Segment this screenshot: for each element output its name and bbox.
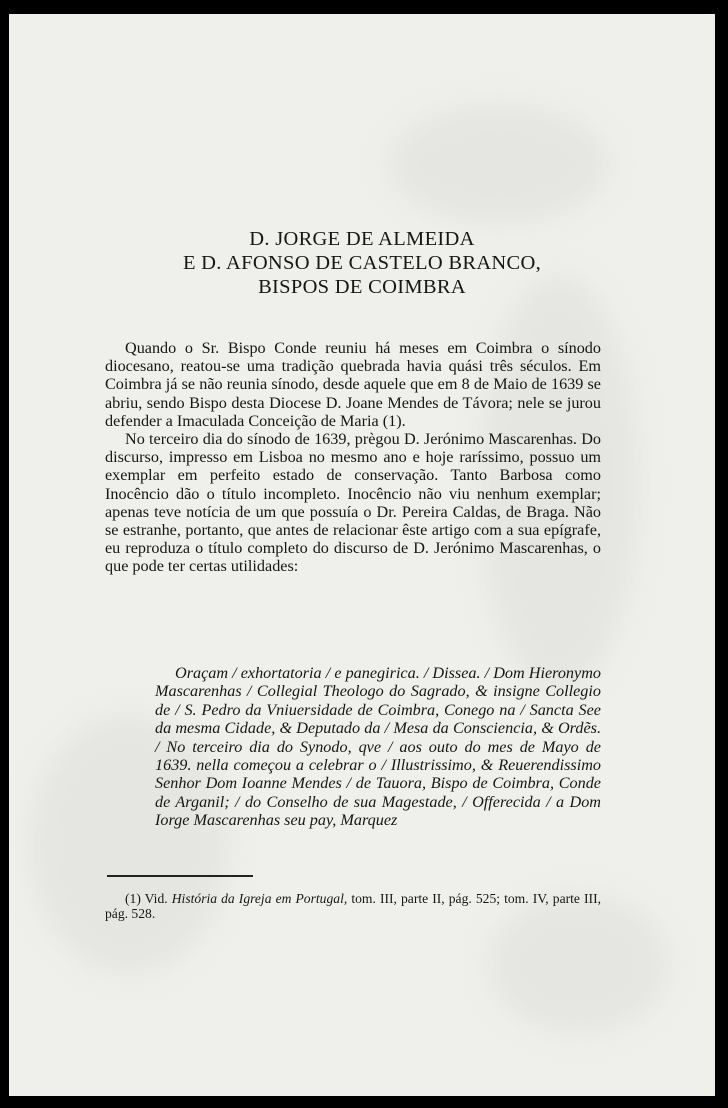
article-title [9, 227, 715, 299]
footnote-reference: tom. III, parte II, pág. 525; tom. IV, parte III, pág. 528. [105, 891, 601, 922]
title-line: E D. AFONSO DE CASTELO BRANCO, [182, 252, 542, 274]
footnote [105, 891, 601, 921]
footnote-text [105, 891, 601, 921]
title-quotation [155, 664, 601, 830]
body-paragraph: Quando o Sr. Bispo Conde reuniu há meses em Coimbra o sínodo diocesano, reatou-se uma tradição quebrada havia quási três séculos. Em Coimbra já se não reunia sínodo, desde aquele que em 8 de Maio de 1639 se abriu, sendo Bispo desta Diocese D. Joane Mendes de Távora; nele se jurou defender a Imaculada Conceição de Maria (1). [105, 339, 601, 430]
footnote-divider [107, 875, 253, 877]
title-line: D. JORGE DE ALMEIDA [249, 228, 475, 250]
bleed-through-stain [389, 104, 609, 224]
body-paragraph: No terceiro dia do sínodo de 1639, prègou D. Jerónimo Mascarenhas. Do discurso, impresso em Lisboa no mesmo ano e hoje raríssimo, possuo um exemplar em perfeito estado de conservação. Tanto Barbosa como Inocêncio dão o título incompleto. Inocêncio não viu nenhum exemplar; apenas teve notícia de um que possuía o Dr. Pereira Caldas, de Braga. Não se estranhe, portanto, que antes de relacionar êste artigo com a sua epígrafe, eu reproduza o título completo do discurso de D. Jerónimo Mascarenhas, o que pode ter certas utilidades: [105, 430, 601, 576]
quotation-text: Oraçam / exhortatoria / e panegirica. / Dissea. / Dom Hieronymo Mascarenhas / Collegial Theologo do Sagrado, & insigne Collegio de / S. Pedro da Vniuersidade de Coimbra, Conego na / Sancta See da mesma Cidade, & Deputado da / Mesa da Consciencia, & Ordẽs. / No terceiro dia do Synodo, qve / aos outo do mes de Mayo de 1639. nella começou a celebrar o / Illustrissimo, & Reuerendissimo Senhor Dom Ioanne Mendes / de Tauora, Bispo de Coimbra, Conde de Arganil; / do Conselho de sua Magestade, / Offerecida / a Dom Iorge Mascarenhas seu pay, Marquez [155, 664, 601, 830]
scanned-page [9, 14, 715, 1096]
article-body [105, 339, 601, 576]
footnote-marker: (1) Vid. [125, 891, 168, 906]
title-line: BISPOS DE COIMBRA [258, 276, 466, 298]
footnote-work-title: História da Igreja em Portugal, [171, 891, 348, 906]
